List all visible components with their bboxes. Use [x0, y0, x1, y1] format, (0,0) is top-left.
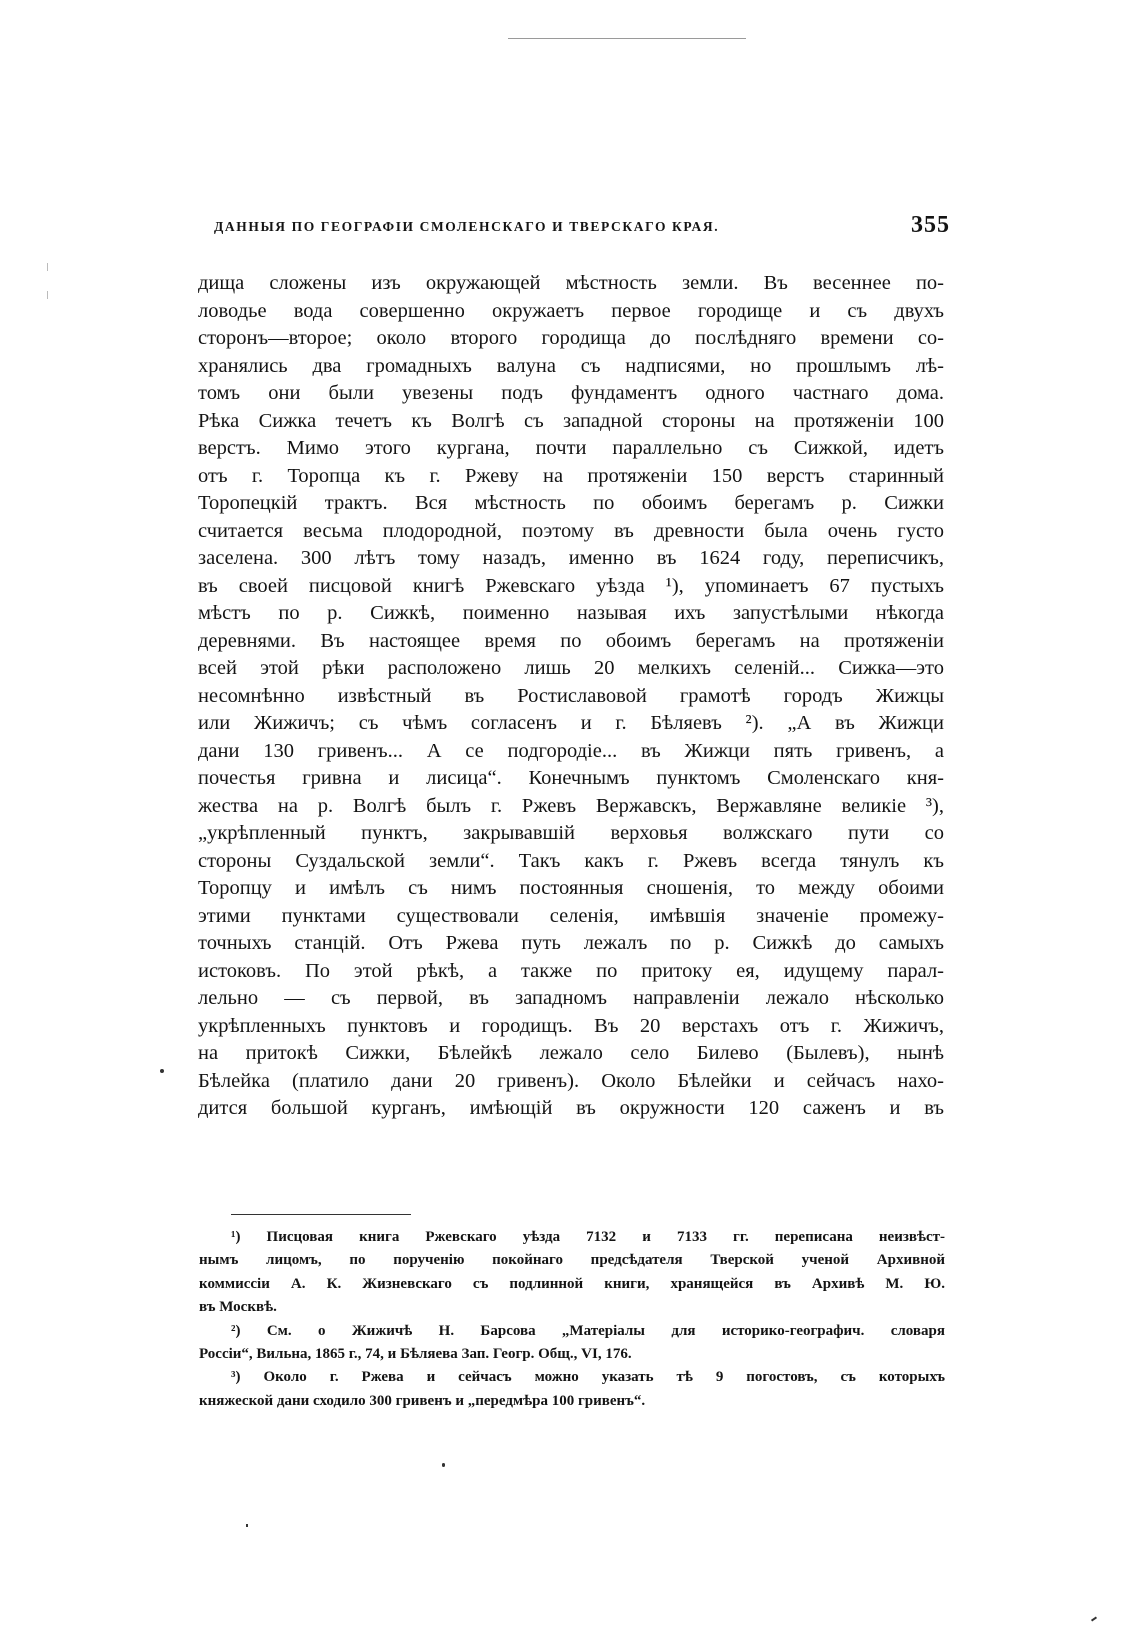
text-line: на притокѣ Сижки, Бѣлейкѣ лежало село Билево (Былевъ), нынѣ — [198, 1042, 944, 1064]
footnote-line: княжеской дани сходило 300 гривенъ и „передмѣра 100 гривенъ“. — [199, 1392, 646, 1409]
text-line: мѣстъ по р. Сижкѣ, поименно называя ихъ запустѣлыми нѣкогда — [198, 602, 944, 624]
scan-speck — [47, 263, 48, 271]
running-header — [200, 212, 950, 244]
footnote-separator — [231, 1214, 411, 1215]
text-line: дища сложены изъ окружающей мѣстность земли. Въ весеннее по- — [198, 272, 944, 294]
text-line: сторонъ—второе; около второго городища до послѣдняго времени со- — [198, 327, 944, 349]
text-line: отъ г. Торопца къ г. Ржеву на протяженіи 150 верстъ старинный — [198, 464, 944, 487]
scan-speck — [160, 1069, 164, 1073]
scan-speck — [246, 1524, 248, 1527]
footnote-line: нымъ лицомъ, по порученію покойнаго предсѣдателя Тверской ученой Архивной — [199, 1252, 945, 1269]
page-number: 355 — [911, 212, 950, 238]
text-line: всей этой рѣки расположено лишь 20 мелкихъ селеній... Сижка—это — [198, 657, 944, 679]
text-line: почестья гривна и лисица“. Конечнымъ пунктомъ Смоленскаго кня- — [198, 767, 944, 789]
text-line: деревнями. Въ настоящее время по обоимъ берегамъ на протяженіи — [198, 629, 944, 652]
body-text — [198, 270, 944, 1123]
text-line: заселена. 300 лѣтъ тому назадъ, именно въ 1624 году, переписчикъ, — [198, 547, 944, 569]
footnote-line: ³) Около г. Ржева и сейчасъ можно указать тѣ 9 погостовъ, съ которыхъ — [231, 1369, 945, 1386]
text-line: Рѣка Сижка течетъ къ Волгѣ съ западной стороны на протяженіи 100 — [198, 409, 944, 432]
text-line: лельно — съ первой, въ западномъ направленіи лежало нѣсколько — [198, 987, 944, 1009]
top-rule — [508, 38, 746, 39]
text-line: или Жижичъ; съ чѣмъ согласенъ и г. Бѣляевъ ²). „А въ Жижци — [198, 712, 944, 734]
text-line: точныхъ станцій. Отъ Ржева путь лежалъ по р. Сижкѣ до самыхъ — [198, 932, 944, 954]
text-line: дится большой курганъ, имѣющій въ окружности 120 саженъ и въ — [198, 1097, 944, 1119]
footnote-line: въ Москвѣ. — [199, 1299, 277, 1316]
scan-speck — [1091, 1616, 1097, 1621]
running-head-title: ДАННЫЯ ПО ГЕОГРАФІИ СМОЛЕНСКАГО И ТВЕРСКАГО КРАЯ. — [214, 219, 720, 234]
text-line: истоковъ. По этой рѣкѣ, а также по притоку ея, идущему парал- — [198, 959, 944, 982]
scan-speck — [47, 291, 48, 299]
scan-speck — [442, 1463, 445, 1467]
text-line: стороны Суздальской земли“. Такъ какъ г. Ржевъ всегда тянулъ къ — [198, 849, 944, 872]
text-line: ловодье вода совершенно окружаетъ первое городище и съ двухъ — [198, 299, 944, 322]
text-line: Торопецкій трактъ. Вся мѣстность по обоимъ берегамъ р. Сижки — [198, 492, 944, 514]
text-line: дани 130 гривенъ... А се подгородіе... въ Жижци пять гривенъ, а — [198, 739, 944, 762]
text-line: считается весьма плодородной, поэтому въ древности была очень густо — [198, 519, 944, 542]
text-line: жества на р. Волгѣ былъ г. Ржевъ Вержавскъ, Вержавляне великіе ³), — [198, 794, 944, 817]
text-line: Торопцу и имѣлъ съ нимъ постоянныя сношенія, то между обоими — [198, 877, 944, 899]
footnotes — [199, 1226, 945, 1413]
footnote-line: ¹) Писцовая книга Ржевскаго уѣзда 7132 и 7133 гг. переписана неизвѣст- — [231, 1229, 945, 1245]
text-line: въ своей писцовой книгѣ Ржевскаго уѣзда ¹), упоминаетъ 67 пустыхъ — [198, 574, 944, 597]
text-line: укрѣпленныхъ пунктовъ и городищъ. Въ 20 верстахъ отъ г. Жижичъ, — [198, 1014, 944, 1037]
text-line: хранялись два громадныхъ валуна съ надписями, но прошлымъ лѣ- — [198, 354, 944, 377]
text-line: „укрѣпленный пунктъ, закрывавшій верховья волжскаго пути со — [198, 822, 944, 844]
footnote-line: ²) См. о Жижичѣ Н. Барсова „Матеріалы для историко-географич. словаря — [231, 1322, 945, 1339]
footnote-line: Россіи“, Вильна, 1865 г., 74, и Бѣляева Зап. Геогр. Общ., VI, 176. — [199, 1345, 632, 1362]
text-line: томъ они были увезены подъ фундаментъ одного частнаго дома. — [198, 382, 944, 404]
text-line: этими пунктами существовали селенія, имѣвшія значеніе промежу- — [198, 904, 944, 927]
text-line: верстъ. Мимо этого кургана, почти параллельно съ Сижкой, идетъ — [198, 437, 944, 459]
text-line: Бѣлейка (платило дани 20 гривенъ). Около Бѣлейки и сейчасъ нахо- — [198, 1069, 944, 1092]
text-line: несомнѣнно извѣстный въ Ростиславовой грамотѣ городъ Жижцы — [198, 684, 944, 707]
footnote-line: коммиссіи А. К. Жизневскаго съ подлинной книги, хранящейся въ Архивѣ М. Ю. — [199, 1275, 945, 1292]
